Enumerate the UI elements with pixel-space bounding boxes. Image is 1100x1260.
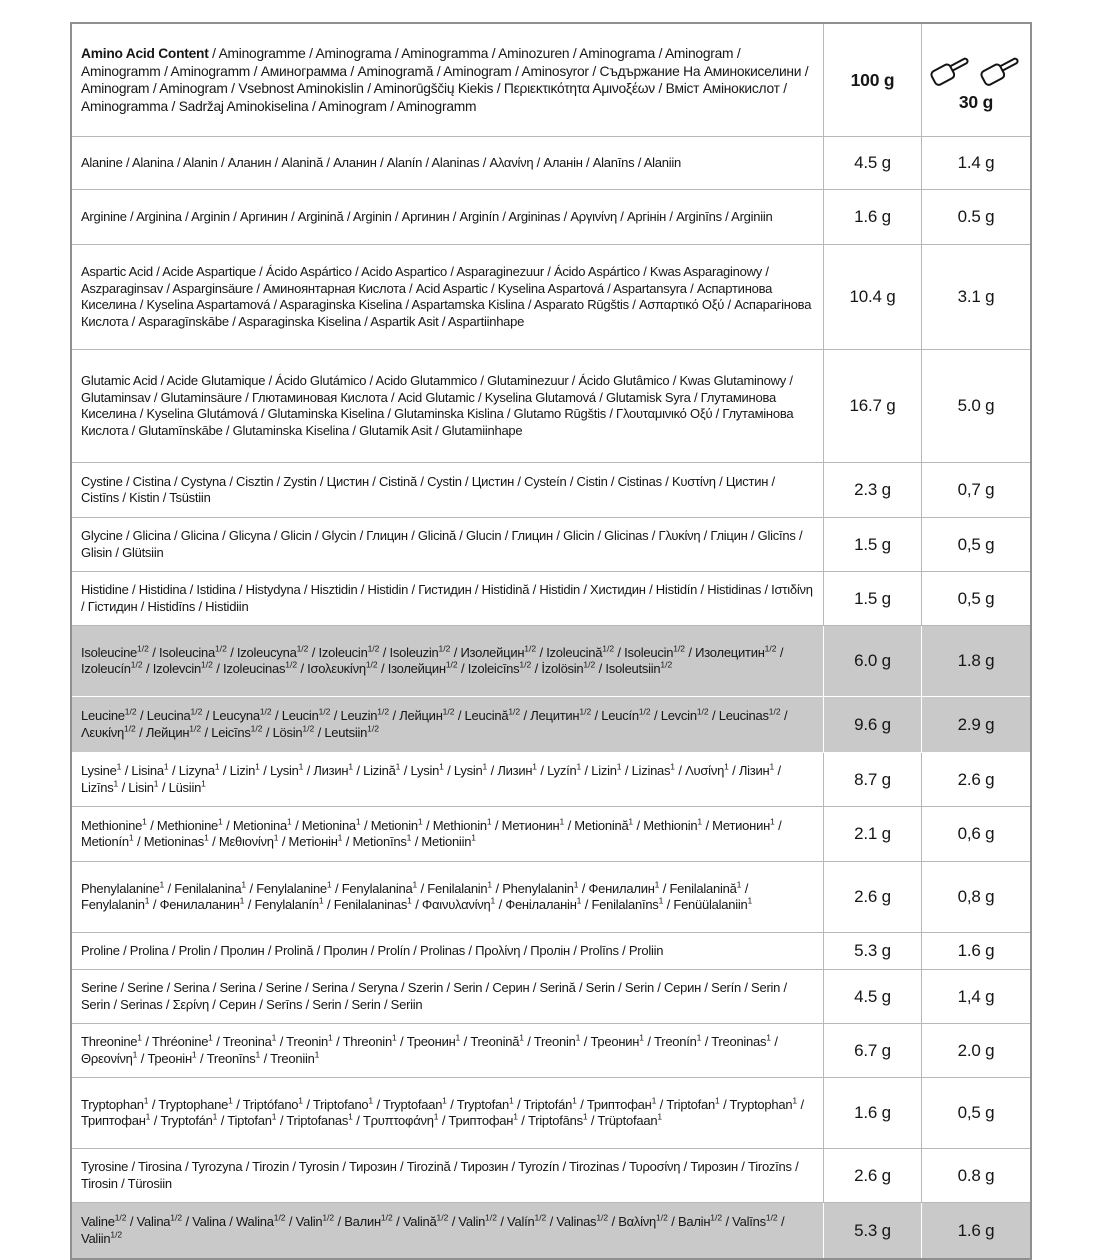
value-per-30g-cell: 0,7 g xyxy=(922,463,1030,518)
amino-acid-name-cell: Leucine$^{1/2}$ / Leucina$^{1/2}$ / Leucyna$^{1/2}$ / Leucin$^{1/2}$ / Leuzin$^{1/2}$ / Лейцин$^{1/2}$ / Leucină$^{1/2}$ / Лецитин$^{1/2}$ / Leucín$^{1/2}$ / Levcin$^{1/2}$ / Leucinas$^{1/2}$ / Λευκίνη$^{1/2}$ / Лейцин$^{1/2}$ / Leicīns$^{1/2}$ / Lösin$^{1/2}$ / Leutsiin$^{1/2}$ xyxy=(72,697,824,753)
value-per-30g-cell: 0,5 g xyxy=(922,1078,1030,1149)
value-per-30g-cell: 1,4 g xyxy=(922,970,1030,1024)
table-row xyxy=(72,245,1030,350)
table-row xyxy=(72,626,1030,697)
table-row xyxy=(72,463,1030,518)
amino-acid-name-cell: Threonine$^1$ / Thréonine$^1$ / Treonina$^1$ / Treonin$^1$ / Threonin$^1$ / Треонин$^1$ / Treonină$^1$ / Treonin$^1$ / Треонин$^1$ / Treonín$^1$ / Treoninas$^1$ / Θρεονίνη$^1$ / Треонін$^1$ / Treonīns$^1$ / Treoniin$^1$ xyxy=(72,1024,824,1078)
value-per-100g-cell: 16.7 g xyxy=(824,350,922,463)
value-per-30g-cell: 1.8 g xyxy=(922,626,1030,697)
amino-acid-name-cell: Tryptophan$^1$ / Tryptophane$^1$ / Triptófano$^1$ / Triptofano$^1$ / Tryptofaan$^1$ / Tryptofan$^1$ / Triptofán$^1$ / Триптофан$^1$ / Triptofan$^1$ / Tryptophan$^1$ / Триптофан$^1$ / Tryptofán$^1$ / Tiptofan$^1$ / Triptofanas$^1$ / Τρυπτοφάνη$^1$ / Триптофан$^1$ / Triptofāns$^1$ / Trüptofaan$^1$ xyxy=(72,1078,824,1149)
amino-acid-name-cell: Glutamic Acid / Acide Glutamique / Ácido Glutámico / Acido Glutammico / Glutaminezuur / Ácido Glutâmico / Kwas Glutaminowy / Glutaminsav / Glutaminsäure / Глютаминовая Кислота / Acid Glutamic / Kyselina Glutamová / Glutamisk Syra / Глутаминова Киселина / Kyselina Glutámová / Glutaminska Kiselina / Glutaminska Kislina / Glutamo Rūgštis / Γλουταμινικό Οξύ / Глутамінова Кислота / Glutamīnskābe / Glutaminska Kiselina / Glutamik Asit / Glutamiinhape xyxy=(72,350,824,463)
value-per-30g-cell: 2.0 g xyxy=(922,1024,1030,1078)
table-row xyxy=(72,753,1030,807)
table-row xyxy=(72,190,1030,245)
amino-acid-name-cell: Isoleucine$^{1/2}$ / Isoleucina$^{1/2}$ / Izoleucyna$^{1/2}$ / Izoleucin$^{1/2}$ / Isoleuzin$^{1/2}$ / Изолейцин$^{1/2}$ / Izoleucină$^{1/2}$ / Isoleucin$^{1/2}$ / Изолецитин$^{1/2}$ / Izoleucín$^{1/2}$ / Izolevcin$^{1/2}$ / Izoleucinas$^{1/2}$ / Ισολευκίνη$^{1/2}$ / Ізолейцин$^{1/2}$ / Izoleicīns$^{1/2}$ / İzolösin$^{1/2}$ / Isoleutsiin$^{1/2}$ xyxy=(72,626,824,697)
value-per-30g-cell: 1.6 g xyxy=(922,933,1030,970)
value-per-100g-cell: 2.6 g xyxy=(824,1149,922,1203)
value-per-100g-cell: 1.5 g xyxy=(824,518,922,572)
table-row xyxy=(72,1149,1030,1203)
amino-acid-name-cell: Proline / Prolina / Prolin / Пролин / Prolină / Пролин / Prolín / Prolinas / Προλίνη / Пролін / Prolīns / Proliin xyxy=(72,933,824,970)
amino-acid-table xyxy=(70,22,1032,1260)
table-row xyxy=(72,697,1030,753)
table-row xyxy=(72,1078,1030,1149)
table-row xyxy=(72,862,1030,933)
value-per-30g-cell: 0,5 g xyxy=(922,572,1030,626)
value-per-100g-cell: 2.6 g xyxy=(824,862,922,933)
value-per-30g-cell: 3.1 g xyxy=(922,245,1030,350)
value-per-100g-cell: 10.4 g xyxy=(824,245,922,350)
value-per-100g-cell: 6.7 g xyxy=(824,1024,922,1078)
amino-acid-name-cell: Tyrosine / Tirosina / Tyrozyna / Tirozin / Tyrosin / Тирозин / Tirozină / Тирозин / Tyrozín / Tirozinas / Τυροσίνη / Тирозин / Tirozīns / Tirosin / Türosiin xyxy=(72,1149,824,1203)
value-per-100g-cell: 2.1 g xyxy=(824,807,922,862)
table-title-cell xyxy=(72,24,824,137)
value-per-100g-cell: 4.5 g xyxy=(824,970,922,1024)
table-row xyxy=(72,1203,1030,1258)
table-row xyxy=(72,518,1030,572)
value-per-30g-cell: 5.0 g xyxy=(922,350,1030,463)
value-per-100g-cell: 9.6 g xyxy=(824,697,922,753)
value-per-30g-cell: 0,6 g xyxy=(922,807,1030,862)
amino-acid-name-cell: Cystine / Cistina / Cystyna / Cisztin / Zystin / Цистин / Cistină / Cystin / Цистин / Cysteín / Cistin / Cistinas / Κυστίνη / Цистин / Cistīns / Kistin / Tsüstiin xyxy=(72,463,824,518)
value-per-100g-cell: 8.7 g xyxy=(824,753,922,807)
table-title-translations: / Aminogramme / Aminograma / Aminogramma / Aminozuren / Aminograma / Aminogram / Aminogramm / Aminogramm / Аминограмма / Aminogramă / Aminogram / Aminosyror / Съдържание На Аминокиселини / Aminogram / Aminogram / Vsebnost Aminokislin / Aminorūgščių Kiekis / Περιεκτικότητα Αμινοξέων / Вміст Амінокислот / Aminogramma / Sadržaj Aminokiselina / Aminogram / Aminogramm xyxy=(81,46,809,114)
value-per-30g-cell: 0,8 g xyxy=(922,862,1030,933)
table-body xyxy=(72,137,1030,1258)
amino-acid-name-cell: Aspartic Acid / Acide Aspartique / Ácido Aspártico / Acido Aspartico / Asparaginezuur / Ácido Aspártico / Kwas Asparaginowy / Aszparaginsav / Asparginsäure / Аминоянтарная Кислота / Acid Aspartic / Kyselina Aspartová / Aspartansyra / Аспартинова Киселина / Kyselina Aspartamová / Asparaginska Kiselina / Aspartamska Kislina / Asparato Rūgštis / Ασπαρτικό Οξύ / Аспарагінова Кислота / Asparagīnskābe / Asparaginska Kiselina / Aspartik Asit / Aspartiinhape xyxy=(72,245,824,350)
value-per-30g-cell: 1.6 g xyxy=(922,1203,1030,1258)
table-header-row xyxy=(72,24,1030,137)
value-per-30g-cell: 0.5 g xyxy=(922,190,1030,245)
table-row xyxy=(72,1024,1030,1078)
table-row xyxy=(72,350,1030,463)
value-per-100g-cell: 1.6 g xyxy=(824,190,922,245)
amino-acid-name-cell: Serine / Serine / Serina / Serina / Serine / Serina / Seryna / Szerin / Serin / Серин / Serină / Serin / Serin / Серин / Serín / Serin / Serin / Serinas / Σερίνη / Серин / Serīns / Serin / Serin / Seriin xyxy=(72,970,824,1024)
value-per-100g-cell: 4.5 g xyxy=(824,137,922,190)
amino-acid-name-cell: Phenylalanine$^1$ / Fenilalanina$^1$ / Fenylalanine$^1$ / Fenylalanina$^1$ / Fenilalanin$^1$ / Phenylalanin$^1$ / Фенилалин$^1$ / Fenilalanină$^1$ / Fenylalanin$^1$ / Фенилаланин$^1$ / Fenylalanín$^1$ / Fenilalaninas$^1$ / Φαινυλανίνη$^1$ / Фенілаланін$^1$ / Fenilalanīns$^1$ / Fenüülalaniin$^1$ xyxy=(72,862,824,933)
amino-acid-name-cell: Glycine / Glicina / Glicina / Glicyna / Glicin / Glycin / Глицин / Glicină / Glucin / Глицин / Glicin / Glicinas / Γλυκίνη / Гліцин / Glicīns / Glisin / Glütsiin xyxy=(72,518,824,572)
value-per-100g-cell: 5.3 g xyxy=(824,1203,922,1258)
column-header-100g: 100 g xyxy=(824,24,922,137)
amino-acid-name-cell: Arginine / Arginina / Arginin / Аргинин / Arginină / Arginin / Аргинин / Arginín / Argininas / Αργινίνη / Аргінін / Arginīns / Arginiin xyxy=(72,190,824,245)
value-per-100g-cell: 5.3 g xyxy=(824,933,922,970)
amino-acid-name-cell: Histidine / Histidina / Istidina / Histydyna / Hisztidin / Histidin / Гистидин / Histidină / Histidin / Хистидин / Histidín / Histidinas / Ιστιδίνη / Гістидин / Histidīns / Histidiin xyxy=(72,572,824,626)
value-per-30g-cell: 2.6 g xyxy=(922,753,1030,807)
value-per-100g-cell: 1.6 g xyxy=(824,1078,922,1149)
amino-acid-table-sheet xyxy=(70,22,1032,1260)
amino-acid-name-cell: Alanine / Alanina / Alanin / Аланин / Alanină / Аланин / Alanín / Alaninas / Αλανίνη / Аланін / Alanīns / Alaniin xyxy=(72,137,824,190)
value-per-30g-cell: 1.4 g xyxy=(922,137,1030,190)
measuring-scoop-icon xyxy=(926,47,1026,89)
amino-acid-name-cell: Valine$^{1/2}$ / Valina$^{1/2}$ / Valina / Walina$^{1/2}$ / Valin$^{1/2}$ / Валин$^{1/2}$ / Valină$^{1/2}$ / Valin$^{1/2}$ / Valín$^{1/2}$ / Valinas$^{1/2}$ / Βαλίνη$^{1/2}$ / Валін$^{1/2}$ / Valīns$^{1/2}$ / Valiin$^{1/2}$ xyxy=(72,1203,824,1258)
table-row xyxy=(72,572,1030,626)
table-row xyxy=(72,970,1030,1024)
table-title: Amino Acid Content xyxy=(81,46,209,61)
table-row xyxy=(72,933,1030,970)
value-per-30g-cell: 0.8 g xyxy=(922,1149,1030,1203)
value-per-30g-cell: 0,5 g xyxy=(922,518,1030,572)
table-row xyxy=(72,807,1030,862)
column-header-30g: 30 g xyxy=(922,24,1030,137)
table-row xyxy=(72,137,1030,190)
value-per-30g-cell: 2.9 g xyxy=(922,697,1030,753)
value-per-100g-cell: 1.5 g xyxy=(824,572,922,626)
amino-acid-name-cell: Lysine$^1$ / Lisina$^1$ / Lizyna$^1$ / Lizin$^1$ / Lysin$^1$ / Лизин$^1$ / Lizină$^1$ / Lysin$^1$ / Lysin$^1$ / Лизин$^1$ / Lyzín$^1$ / Lizin$^1$ / Lizinas$^1$ / Λυσίνη$^1$ / Лізин$^1$ / Lizīns$^1$ / Lisin$^1$ / Lüsiin$^1$ xyxy=(72,753,824,807)
value-per-100g-cell: 6.0 g xyxy=(824,626,922,697)
value-per-100g-cell: 2.3 g xyxy=(824,463,922,518)
amino-acid-name-cell: Methionine$^1$ / Methionine$^1$ / Metionina$^1$ / Metionina$^1$ / Metionin$^1$ / Methionin$^1$ / Метионин$^1$ / Metionină$^1$ / Methionin$^1$ / Метионин$^1$ / Metionín$^1$ / Metioninas$^1$ / Μεθιονίνη$^1$ / Метіонін$^1$ / Metionīns$^1$ / Metioniin$^1$ xyxy=(72,807,824,862)
